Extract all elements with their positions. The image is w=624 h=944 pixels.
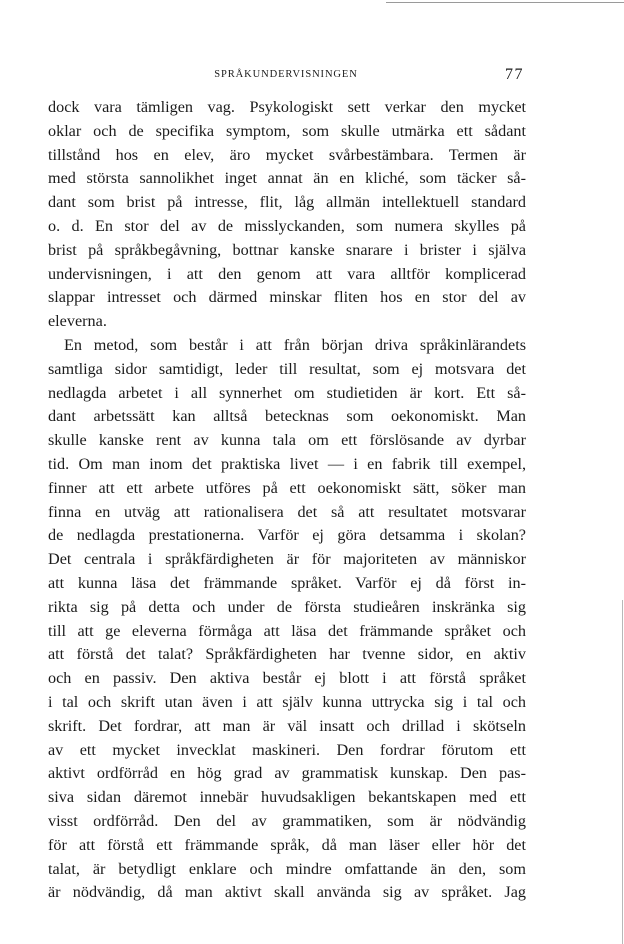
text-line: dant arbetssätt kan alltså betecknas som oekonomiskt. Man [48, 407, 526, 426]
text-line: talat, är betydligt enklare och mindre omfattande än den, som [48, 859, 526, 878]
scan-edge-rule-right [622, 600, 623, 944]
text-line: nedlagda arbetet i all synnerhet om studietiden är kort. Ett så- [48, 383, 526, 402]
text-line: att kunna läsa det främmande språket. Varför ej då först in- [48, 573, 526, 592]
text-line: rikta sig på detta och under de första studieåren inskränka sig [48, 597, 526, 616]
text-line: med största sannolikhet inget annat än en kliché, som täcker så- [48, 169, 526, 188]
text-line: undervisningen, i att den genom att vara alltför komplicerad [48, 264, 526, 283]
text-line: siva sidan däremot innebär huvudsakligen bekantskapen med ett [48, 788, 526, 807]
running-title: SPRÅKUNDERVISNINGEN [214, 69, 358, 80]
paragraph-end-line: eleverna. [48, 312, 107, 331]
text-line: dant som brist på intresse, flit, låg allmän intellektuell standard [48, 193, 526, 212]
text-line: är nödvändig, då man aktivt skall använda sig av språket. Jag [48, 883, 526, 902]
text-line: skulle kanske rent av kunna tala om ett förslösande av dyrbar [48, 431, 526, 450]
text-line: till att ge eleverna förmåga att läsa det främmande språket och [48, 621, 526, 640]
text-line: att förstå det talat? Språkfärdigheten har tvenne sidor, en aktiv [48, 645, 526, 664]
text-line: de nedlagda prestationerna. Varför ej göra detsamma i skolan? [48, 526, 526, 545]
text-line: samtliga sidor samtidigt, leder till resultat, som ej motsvara det [48, 359, 526, 378]
page-number: 77 [505, 66, 524, 83]
text-line: o. d. En stor del av de misslyckanden, som numera skylles på [48, 216, 526, 235]
text-line: av ett mycket invecklat maskineri. Den fordrar förutom ett [48, 740, 526, 759]
text-line: finna en utväg att rationalisera det så att resultatet motsvarar [48, 502, 526, 521]
body-text [48, 96, 526, 905]
text-line: visst ordförråd. Den del av grammatiken, som är nödvändig [48, 811, 526, 830]
text-line: brist på språkbegåvning, bottnar kanske snarare i brister i själva [48, 240, 526, 259]
page-header [48, 66, 524, 86]
text-line: finner att ett arbete utföres på ett oekonomiskt sätt, söker man [48, 478, 526, 497]
paragraph-first-line: En metod, som består i att från början driva språkinlärandets [64, 335, 526, 354]
text-line: oklar och de specifika symptom, som skulle utmärka ett sådant [48, 121, 526, 140]
text-line: skrift. Det fordrar, att man är väl insatt och drillad i skötseln [48, 716, 526, 735]
text-line: och en passiv. Den aktiva består ej blott i att förstå språket [48, 669, 526, 688]
text-line: i tal och skrift utan även i att själv kunna uttrycka sig i tal och [48, 692, 526, 711]
scan-edge-rule-top [386, 2, 624, 3]
text-line: dock vara tämligen vag. Psykologiskt sett verkar den mycket [48, 98, 526, 116]
text-line: för att förstå ett främmande språk, då man läser eller hör det [48, 835, 526, 854]
text-line: slappar intresset och därmed minskar fliten hos en stor del av [48, 288, 526, 307]
text-line: aktivt ordförråd en hög grad av grammatisk kunskap. Den pas- [48, 764, 526, 783]
text-line: tillstånd hos en elev, äro mycket svårbestämbara. Termen är [48, 145, 526, 164]
text-line: tid. Om man inom det praktiska livet — i en fabrik till exempel, [48, 454, 526, 473]
text-line: Det centrala i språkfärdigheten är för majoriteten av människor [48, 550, 526, 569]
